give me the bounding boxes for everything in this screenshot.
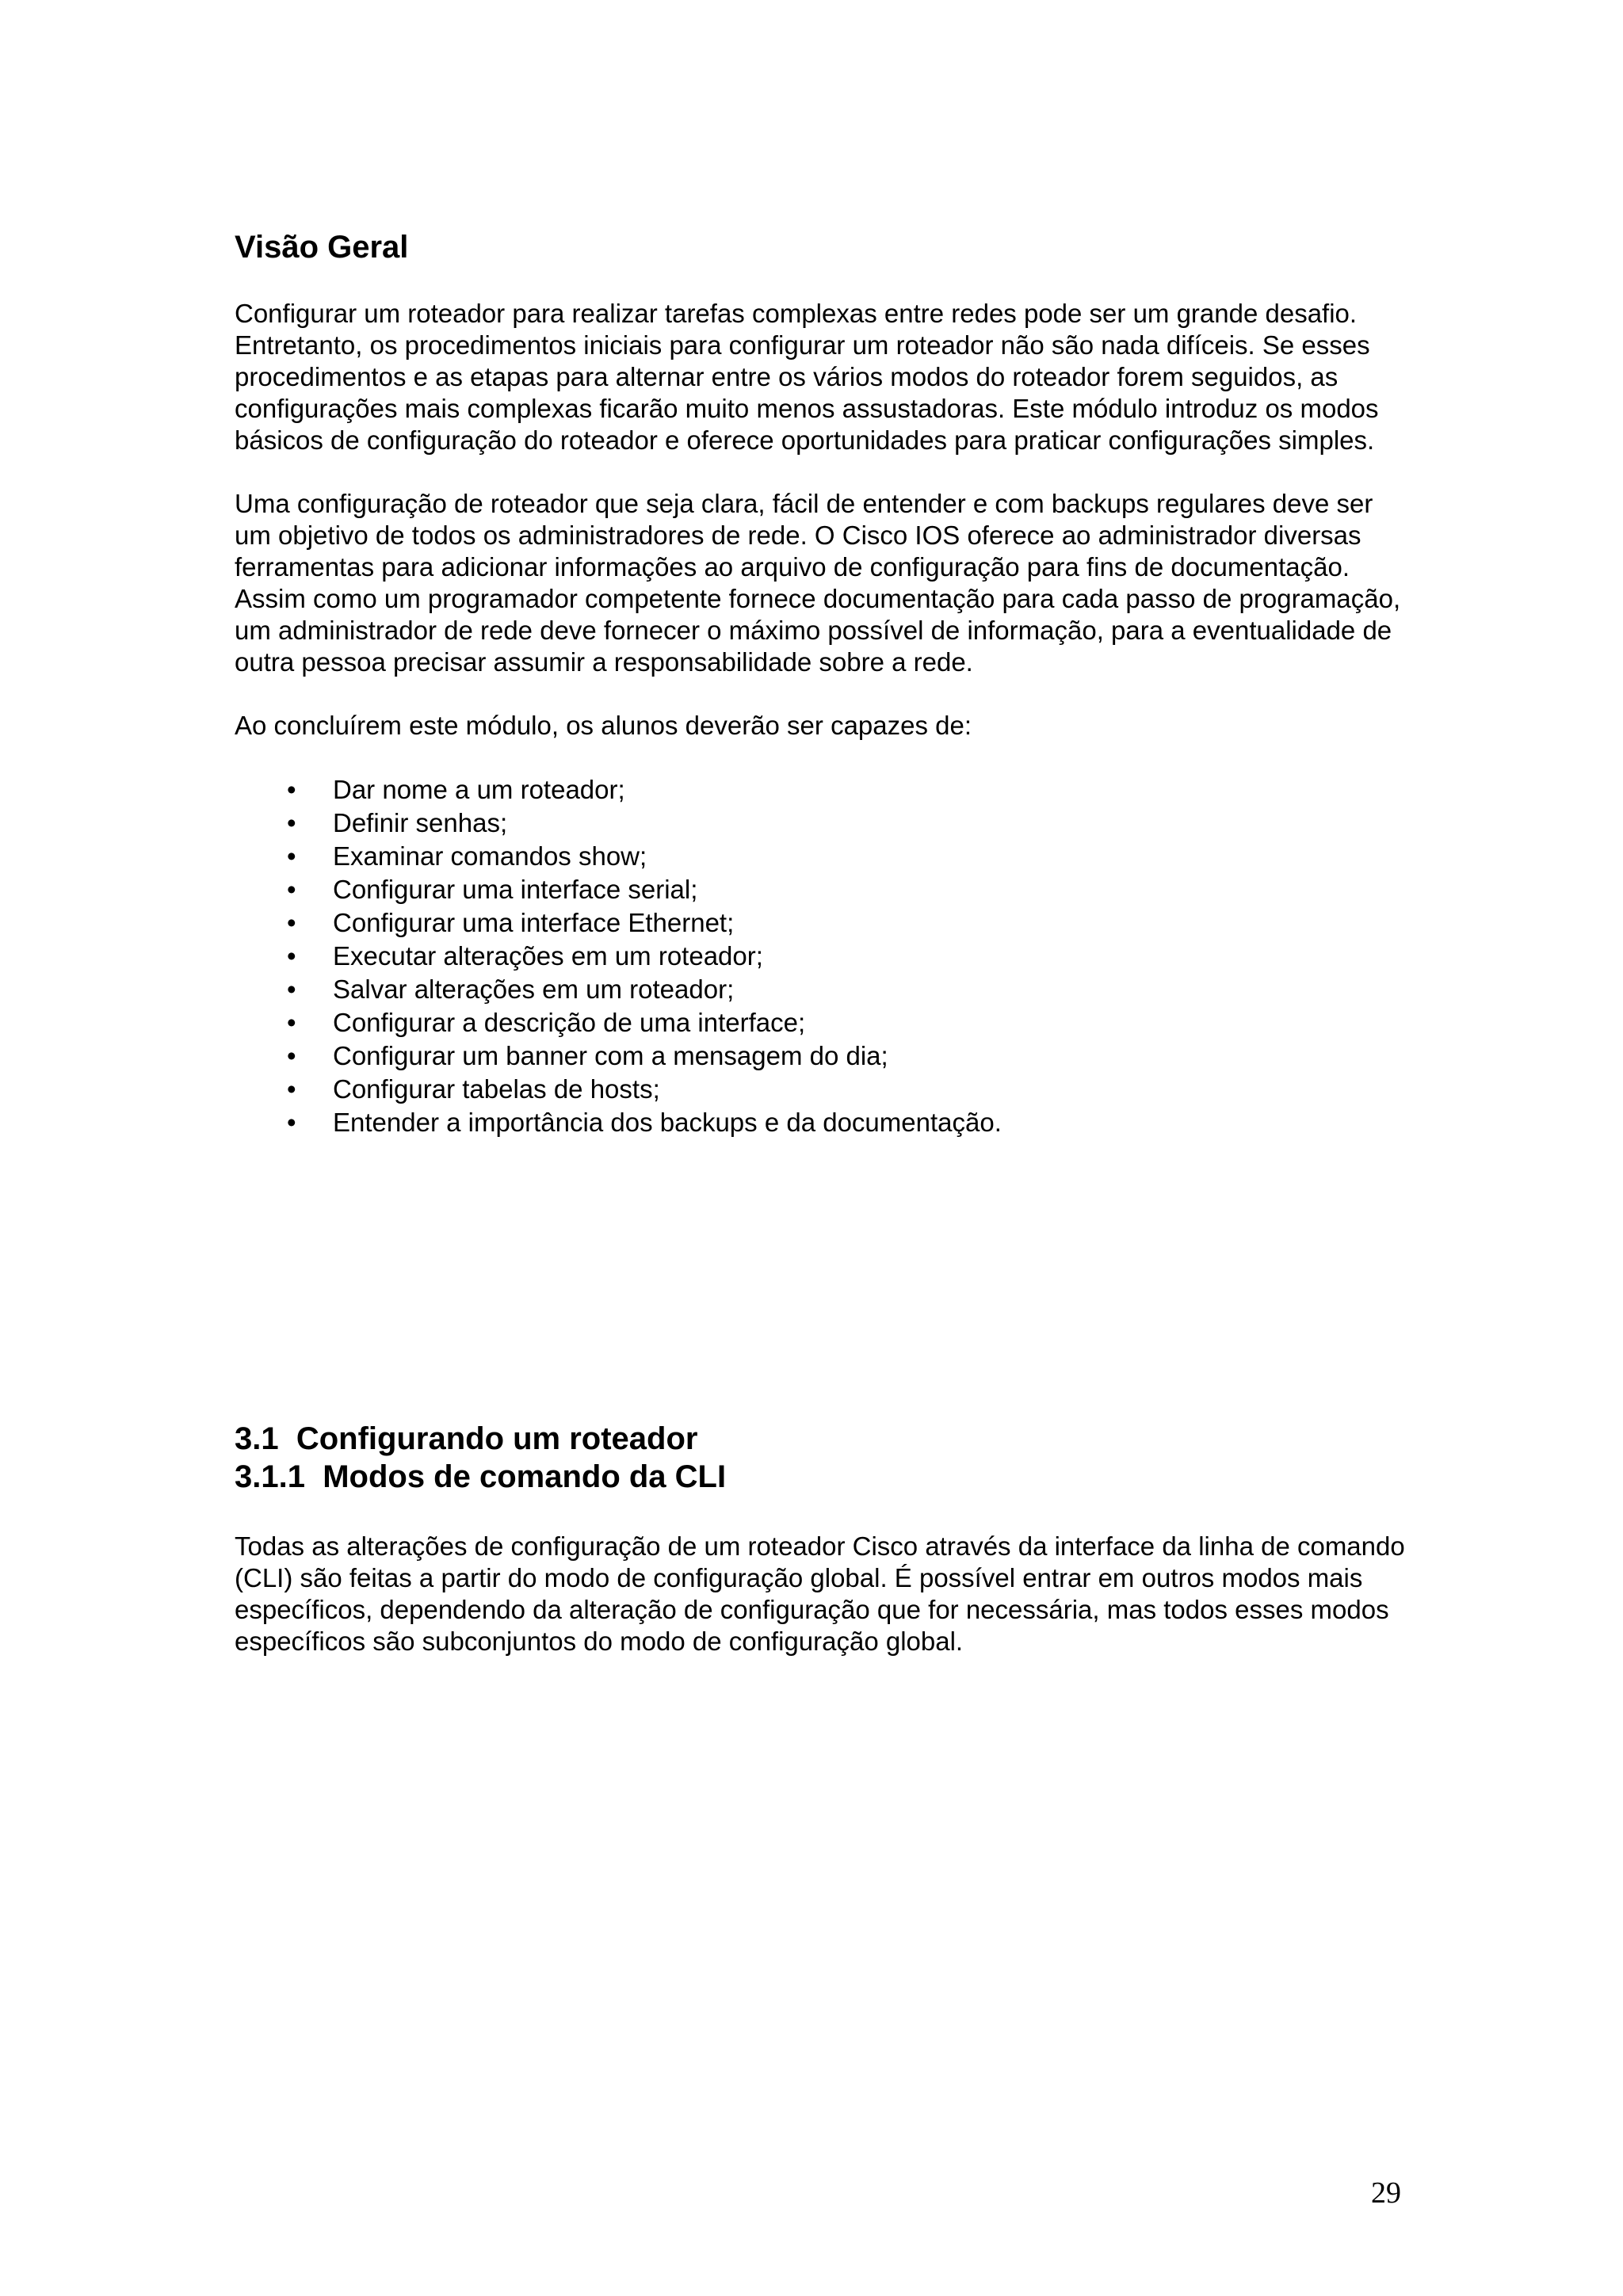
objectives-list [235, 773, 1407, 1139]
list-item-text: Definir senhas; [333, 808, 508, 837]
bullet-icon: • [287, 875, 296, 904]
list-item [235, 873, 1407, 906]
list-item-text: Configurar uma interface serial; [333, 875, 698, 904]
bullet-icon: • [287, 1041, 296, 1070]
list-item [235, 807, 1407, 840]
list-item-text: Configurar tabelas de hosts; [333, 1074, 660, 1104]
list-item-text: Executar alterações em um roteador; [333, 941, 763, 971]
overview-paragraph-1: Configurar um roteador para realizar tarefas complexas entre redes pode ser um grande desafio. Entretanto, os procedimentos iniciais para configurar um roteador não são nada difíceis. Se esses procedimentos e as etapas para alternar entre os vários modos do roteador forem seguidos, as configurações mais complexas ficarão muito menos assustadoras. Este módulo introduz os modos básicos de configuração do roteador e oferece oportunidades para praticar configurações simples. [235, 299, 1379, 455]
list-item-text: Entender a importância dos backups e da documentação. [333, 1108, 1002, 1137]
section-heading: 3.1 Configurando um roteador [235, 1421, 698, 1456]
list-item [235, 940, 1407, 973]
bullet-icon: • [287, 1074, 296, 1104]
bullet-icon: • [287, 908, 296, 937]
list-item-text: Configurar um banner com a mensagem do dia; [333, 1041, 888, 1070]
overview-paragraph-2: Uma configuração de roteador que seja clara, fácil de entender e com backups regulares deve ser um objetivo de todos os administradores de rede. O Cisco IOS oferece ao administrador diversas ferramentas para adicionar informações ao arquivo de configuração para fins de documentação. Assim como um programador competente fornece documentação para cada passo de programação, um administrador de rede deve fornecer o máximo possível de informação, para a eventualidade de outra pessoa precisar assumir a responsabilidade sobre a rede. [235, 489, 1401, 677]
section-paragraph: Todas as alterações de configuração de um roteador Cisco através da interface da linha de comando (CLI) são feitas a partir do modo de configuração global. É possível entrar em outros modos mais específicos, dependendo da alteração de configuração que for necessária, mas todos esses modos específicos são subconjuntos do modo de configuração global. [235, 1531, 1405, 1656]
list-item-text: Configurar uma interface Ethernet; [333, 908, 735, 937]
list-item [235, 840, 1407, 873]
bullet-icon: • [287, 808, 296, 837]
objectives-intro: Ao concluírem este módulo, os alunos deverão ser capazes de: [235, 711, 972, 740]
list-item [235, 1106, 1407, 1139]
bullet-icon: • [287, 775, 296, 804]
list-item [235, 906, 1407, 940]
overview-section [235, 228, 1407, 1139]
bullet-icon: • [287, 941, 296, 971]
bullet-icon: • [287, 1008, 296, 1037]
list-item [235, 773, 1407, 807]
bullet-icon: • [287, 974, 296, 1004]
overview-title: Visão Geral [235, 230, 409, 265]
list-item [235, 1006, 1407, 1039]
section-body [235, 1531, 1407, 1689]
section-heading-block [235, 1420, 1407, 1496]
bullet-icon: • [287, 1108, 296, 1137]
list-item-text: Configurar a descrição de uma interface; [333, 1008, 806, 1037]
list-item [235, 1073, 1407, 1106]
bullet-icon: • [287, 841, 296, 871]
page-number: 29 [1371, 2176, 1401, 2210]
subsection-heading: 3.1.1 Modos de comando da CLI [235, 1459, 727, 1494]
list-item-text: Dar nome a um roteador; [333, 775, 625, 804]
list-item-text: Salvar alterações em um roteador; [333, 974, 735, 1004]
list-item [235, 973, 1407, 1006]
list-item [235, 1039, 1407, 1073]
list-item-text: Examinar comandos show; [333, 841, 647, 871]
